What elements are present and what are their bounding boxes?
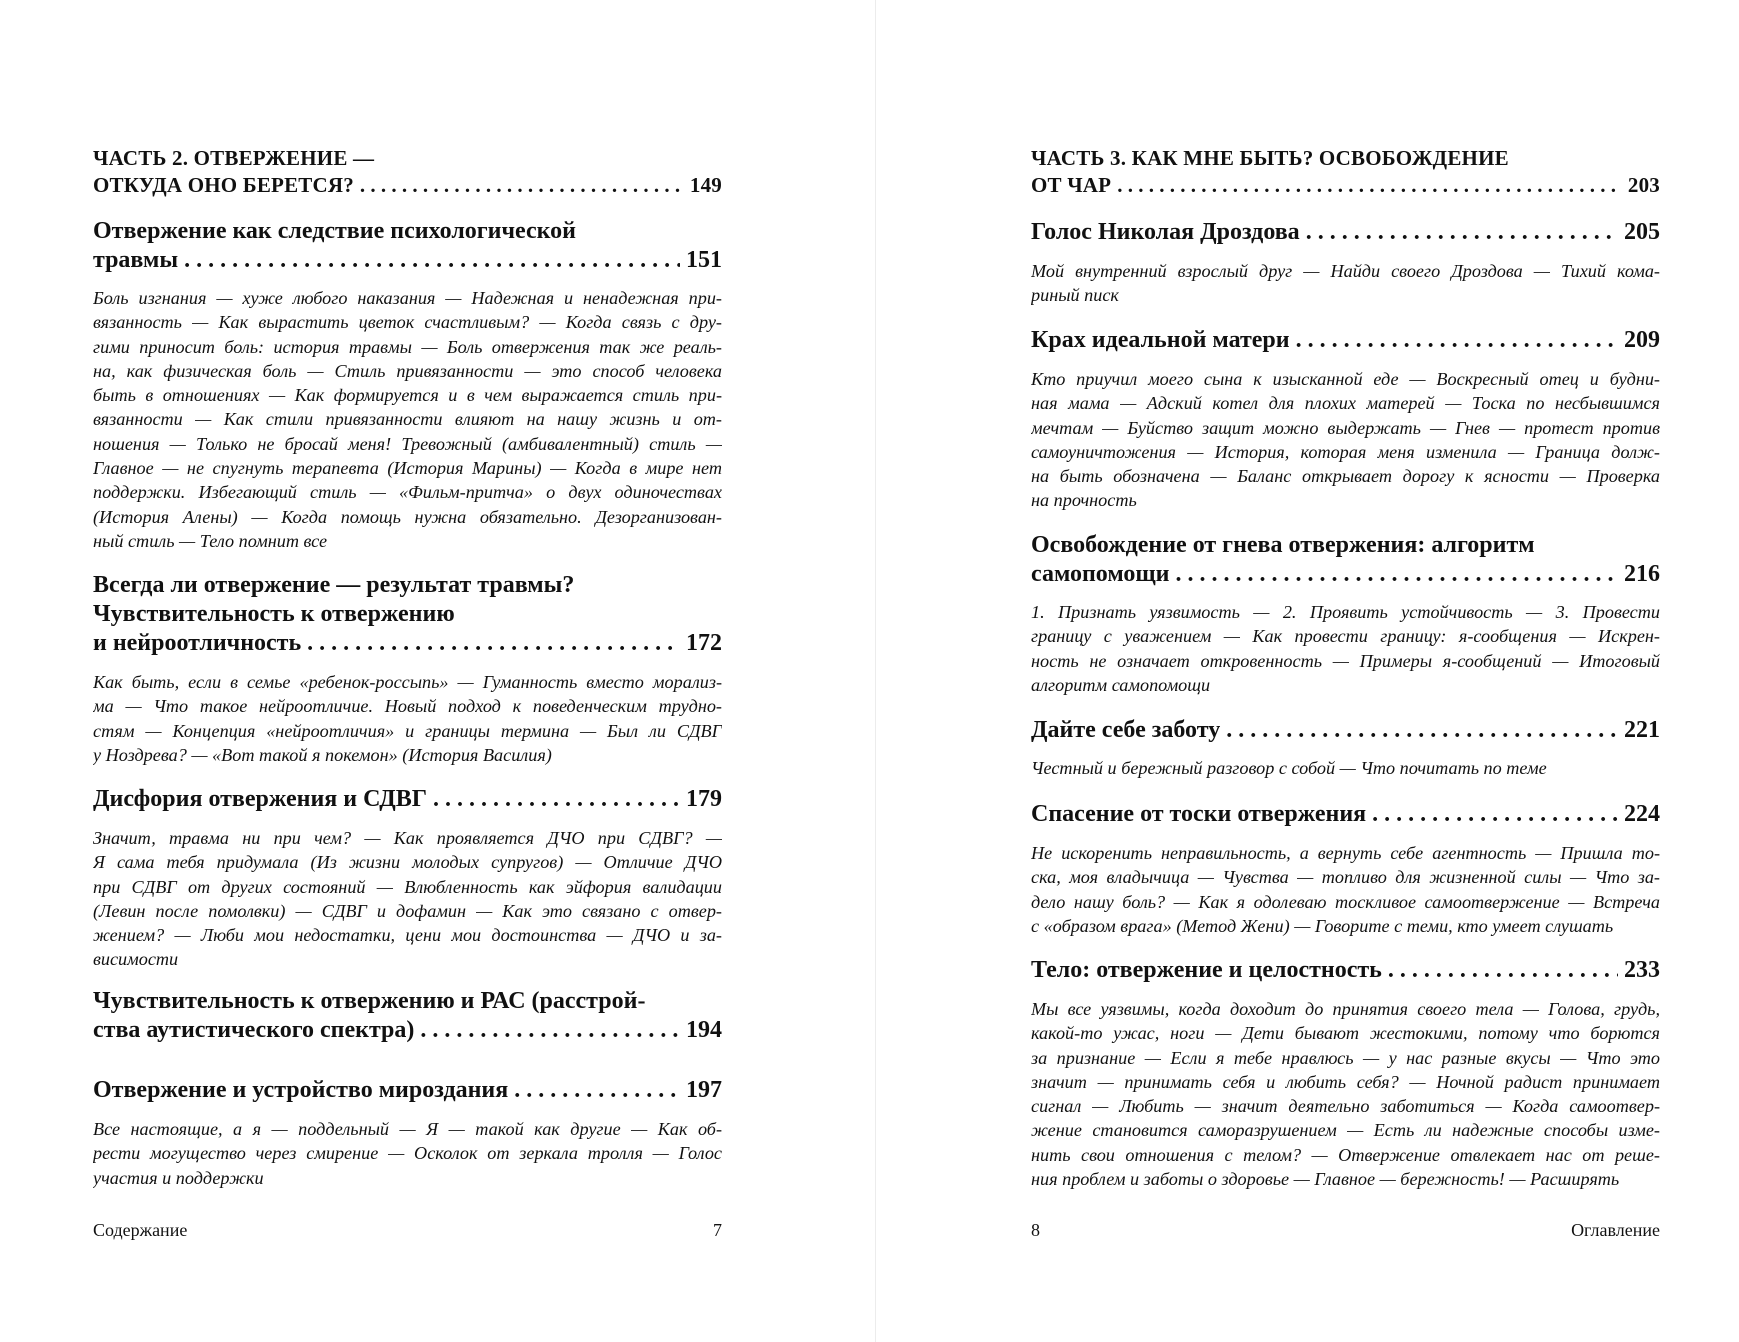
toc-chapter-link[interactable]	[1031, 800, 1660, 829]
toc-title-line	[93, 217, 722, 246]
toc-title-line	[1031, 956, 1660, 985]
dot-leader	[1117, 172, 1622, 199]
toc-chapter-link[interactable]	[1031, 531, 1660, 589]
toc-title-text: ОТКУДА ОНО БЕРЕТСЯ?	[93, 172, 354, 197]
subtopic-line: Я сама тебя придумала (Из жизни молодых супругов) — Отличие ДЧО	[93, 852, 722, 873]
subtopic-line: гими приносит боль: история травмы — Боль отвержения так же реаль-	[93, 336, 722, 357]
toc-title-text: Спасение от тоски отвержения	[1031, 800, 1367, 827]
dot-leader	[1175, 560, 1618, 589]
toc-subtopics	[93, 286, 722, 553]
dot-leader	[420, 1016, 680, 1045]
toc-title-line	[1031, 716, 1660, 745]
toc-title-text: травмы	[93, 246, 179, 273]
toc-title-line	[93, 987, 722, 1016]
dot-leader	[514, 1076, 680, 1105]
toc-page-number: 151	[686, 246, 722, 273]
toc-title-text: Всегда ли отвержение — результат травмы?	[93, 571, 575, 598]
toc-title-line	[1031, 326, 1660, 355]
subtopic-line: вязанность — Как вырастить цветок счастливым? — Когда связь с дру-	[93, 312, 722, 333]
toc-title-line	[1031, 531, 1660, 560]
toc-title-text: ОТ ЧАР	[1031, 172, 1112, 197]
subtopic-line: на, как физическая боль — Стиль привязанности — это способ человека	[93, 360, 722, 381]
toc-title-line	[93, 629, 722, 658]
toc-page-number: 194	[686, 1016, 722, 1043]
toc-page-number: 233	[1624, 956, 1660, 983]
toc-title-text: Отвержение и устройство мироздания	[93, 1076, 509, 1103]
left-page	[93, 0, 722, 1342]
subtopic-line: ния проблем и заботы о здоровье — Главное — бережность! — Расширять	[1031, 1169, 1620, 1190]
toc-title-line	[1031, 145, 1660, 172]
running-footer: Оглавление	[1571, 1220, 1660, 1240]
subtopic-line: Главное — не спугнуть терапевта (История Марины) — Когда в мире нет	[93, 458, 722, 479]
toc-page-number: 221	[1624, 716, 1660, 743]
toc-page-number: 209	[1624, 326, 1660, 353]
dot-leader	[1226, 716, 1618, 745]
toc-title-text: Освобождение от гнева отвержения: алгоритм	[1031, 531, 1535, 558]
subtopic-line: при СДВГ от других состояний — Влюбленность как эйфория валидации	[93, 876, 722, 897]
toc-subtopics	[1031, 997, 1660, 1191]
subtopic-line: ма — Что такое нейроотличие. Новый подход к поведенческим трудно-	[93, 696, 722, 717]
toc-chapter-link[interactable]	[1031, 218, 1660, 247]
toc-title-line	[1031, 560, 1660, 589]
toc-title-text: самопомощи	[1031, 560, 1170, 587]
toc-title-line	[93, 600, 722, 629]
toc-subtopics	[1031, 600, 1660, 697]
subtopic-line: стям — Концепция «нейроотличия» и границы термина — Был ли СДВГ	[93, 720, 722, 741]
toc-title-text: Дисфория отвержения и СДВГ	[93, 785, 428, 812]
toc-title-text: ЧАСТЬ 3. КАК МНЕ БЫТЬ? ОСВОБОЖДЕНИЕ	[1031, 145, 1509, 170]
right-page	[1031, 0, 1660, 1342]
toc-title-text: Отвержение как следствие психологической	[93, 217, 576, 244]
subtopic-line: ная мама — Адский котел для плохих матерей — Тоска по несбывшимся	[1031, 393, 1660, 414]
toc-title-text: ЧАСТЬ 2. ОТВЕРЖЕНИЕ —	[93, 145, 375, 170]
dot-leader	[1306, 218, 1618, 247]
toc-title-text: Чувствительность к отвержению	[93, 600, 455, 627]
toc-chapter-link[interactable]	[1031, 326, 1660, 355]
subtopic-line: (История Алены) — Когда помощь нужна обязательно. Дезорганизован-	[93, 506, 722, 527]
toc-title-line	[93, 246, 722, 275]
toc-subtopics	[1031, 259, 1660, 308]
subtopic-line: Мой внутренний взрослый друг — Найди своего Дроздова — Тихий кома-	[1031, 261, 1660, 281]
toc-page-number: 197	[686, 1076, 722, 1103]
subtopic-line: на быть обозначена — Баланс открывает дорогу к ясности — Проверка	[1031, 466, 1660, 487]
subtopic-line: ношения — Только не бросай меня! Тревожный (амбивалентный) стиль —	[93, 433, 722, 454]
toc-subtopics	[1031, 841, 1660, 938]
subtopic-line: рести могущество через смирение — Осколок от зеркала тролля — Голос	[93, 1143, 722, 1164]
toc-chapter-link[interactable]	[1031, 956, 1660, 985]
toc-chapter-link[interactable]	[93, 1076, 722, 1105]
running-footer: Содержание	[93, 1220, 188, 1240]
subtopic-line: границу с уважением — Как провести границу: я-сообщения — Искрен-	[1031, 626, 1660, 647]
toc-subtopics	[93, 826, 722, 972]
toc-part-heading[interactable]	[1031, 145, 1660, 199]
toc-page-number: 179	[686, 785, 722, 812]
dot-leader	[1296, 326, 1618, 355]
toc-chapter-link[interactable]	[1031, 716, 1660, 745]
subtopic-line: жением? — Люби мои недостатки, цени мои достоинства — ДЧО и за-	[93, 925, 722, 946]
subtopic-line: какой-то ужас, ноги — Дети бывают жестокими, потому что борются	[1031, 1023, 1660, 1044]
toc-title-text: Голос Николая Дроздова	[1031, 218, 1300, 245]
subtopic-line: ный стиль — Тело помнит все	[93, 530, 328, 551]
toc-subtopics	[1031, 756, 1660, 780]
page-number: 8	[1031, 1220, 1040, 1240]
dot-leader	[433, 785, 680, 814]
dot-leader	[184, 246, 680, 275]
subtopic-line: Как быть, если в семье «ребенок-россыпь» — Гуманность вместо морализ-	[93, 672, 722, 692]
subtopic-line: Боль изгнания — хуже любого наказания — Надежная и ненадежная при-	[93, 288, 722, 308]
subtopic-line: с «образом врага» (Метод Жени) — Говорите с теми, кто умеет слушать	[1031, 915, 1614, 936]
dot-leader	[1388, 956, 1618, 985]
toc-title-line	[93, 1016, 722, 1045]
toc-chapter-link[interactable]	[93, 785, 722, 814]
toc-title-text: Чувствительность к отвержению и РАС (расстрой-	[93, 987, 646, 1014]
toc-title-line	[1031, 800, 1660, 829]
subtopic-line: алгоритм самопомощи	[1031, 674, 1211, 695]
subtopic-line: сигнал — Любить — значит деятельно заботиться — Когда самоотвер-	[1031, 1096, 1660, 1117]
toc-subtopics	[93, 1117, 722, 1190]
toc-page-number: 224	[1624, 800, 1660, 827]
subtopic-line: мечтам — Буйство защит можно выдержать — Гнев — протест против	[1031, 417, 1660, 438]
toc-title-line	[93, 145, 722, 172]
toc-title-line	[93, 571, 722, 600]
subtopic-line: жение становится саморазрушением — Есть ли надежные способы изме-	[1031, 1120, 1660, 1141]
toc-subtopics	[1031, 367, 1660, 513]
toc-title-line	[1031, 218, 1660, 247]
toc-page-number: 149	[689, 172, 722, 197]
toc-page-number: 205	[1624, 218, 1660, 245]
subtopic-line: Не искоренить неправильность, а вернуть себе агентность — Пришла то-	[1031, 843, 1660, 863]
subtopic-line: самоуничтожения — История, которая меня изменила — Граница долж-	[1031, 441, 1660, 462]
toc-title-text: и нейроотличность	[93, 629, 302, 656]
toc-page-number: 172	[686, 629, 722, 656]
subtopic-line: участия и поддержки	[93, 1167, 264, 1188]
toc-chapter-link[interactable]	[93, 217, 722, 275]
subtopic-line: нить свои отношения с телом? — Отвержение отвлекает нас от реше-	[1031, 1144, 1660, 1165]
subtopic-line: значит — принимать себя и любить себя? — Ночной радист принимает	[1031, 1071, 1660, 1092]
dot-leader	[1372, 800, 1618, 829]
subtopic-line: быть в отношениях — Как формируется и в чем выражается стиль при-	[93, 385, 722, 406]
toc-title-text: Крах идеальной матери	[1031, 326, 1290, 353]
subtopic-line: Мы все уязвимы, когда доходит до принятия своего тела — Голова, грудь,	[1031, 999, 1660, 1019]
toc-title-line	[93, 785, 722, 814]
toc-title-text: ства аутистического спектра)	[93, 1016, 415, 1043]
toc-title-line	[93, 172, 722, 199]
dot-leader	[307, 629, 680, 658]
toc-page-number: 203	[1627, 172, 1660, 197]
subtopic-line: 1. Признать уязвимость — 2. Проявить устойчивость — 3. Провести	[1031, 602, 1660, 622]
subtopic-line: Честный и бережный разговор с собой — Что почитать по теме	[1031, 758, 1547, 778]
subtopic-line: риный писк	[1031, 285, 1119, 306]
toc-chapter-link[interactable]	[93, 571, 722, 658]
subtopic-line: Все настоящие, а я — поддельный — Я — такой как другие — Как об-	[93, 1119, 722, 1139]
dot-leader	[360, 172, 684, 199]
toc-subtopics	[93, 670, 722, 767]
subtopic-line: дело нашу боль? — Как я одолеваю тоскливое самоотвержение — Встреча	[1031, 891, 1660, 912]
subtopic-line: на прочность	[1031, 490, 1137, 511]
subtopic-line: за признание — Если я тебе нравлюсь — у нас разные вкусы — Что это	[1031, 1047, 1660, 1068]
toc-title-line	[1031, 172, 1660, 199]
toc-page-number: 216	[1624, 560, 1660, 587]
subtopic-line: висимости	[93, 949, 179, 970]
subtopic-line: ска, моя владычица — Чувства — топливо для жизненной силы — Что за-	[1031, 867, 1660, 888]
subtopic-line: Кто приучил моего сына к изысканной еде — Воскресный отец и будни-	[1031, 369, 1660, 389]
subtopic-line: у Ноздрева? — «Вот такой я покемон» (История Василия)	[93, 744, 552, 765]
toc-title-line	[93, 1076, 722, 1105]
toc-part-heading[interactable]	[93, 145, 722, 199]
page-gutter	[875, 0, 876, 1342]
toc-chapter-link[interactable]	[93, 987, 722, 1045]
subtopic-line: ность не означает откровенность — Примеры я-сообщений — Итоговый	[1031, 650, 1660, 671]
page-number: 7	[713, 1220, 722, 1240]
subtopic-line: (Левин после помолвки) — СДВГ и дофамин — Как это связано с отвер-	[93, 900, 722, 921]
subtopic-line: вязанности — Как стили привязанности влияют на нашу жизнь и от-	[93, 409, 722, 430]
subtopic-line: поддержки. Избегающий стиль — «Фильм-притча» о двух одиночествах	[93, 482, 722, 503]
subtopic-line: Значит, травма ни при чем? — Как проявляется ДЧО при СДВГ? —	[93, 828, 722, 848]
toc-title-text: Дайте себе заботу	[1031, 716, 1221, 743]
toc-title-text: Тело: отвержение и целостность	[1031, 956, 1382, 983]
